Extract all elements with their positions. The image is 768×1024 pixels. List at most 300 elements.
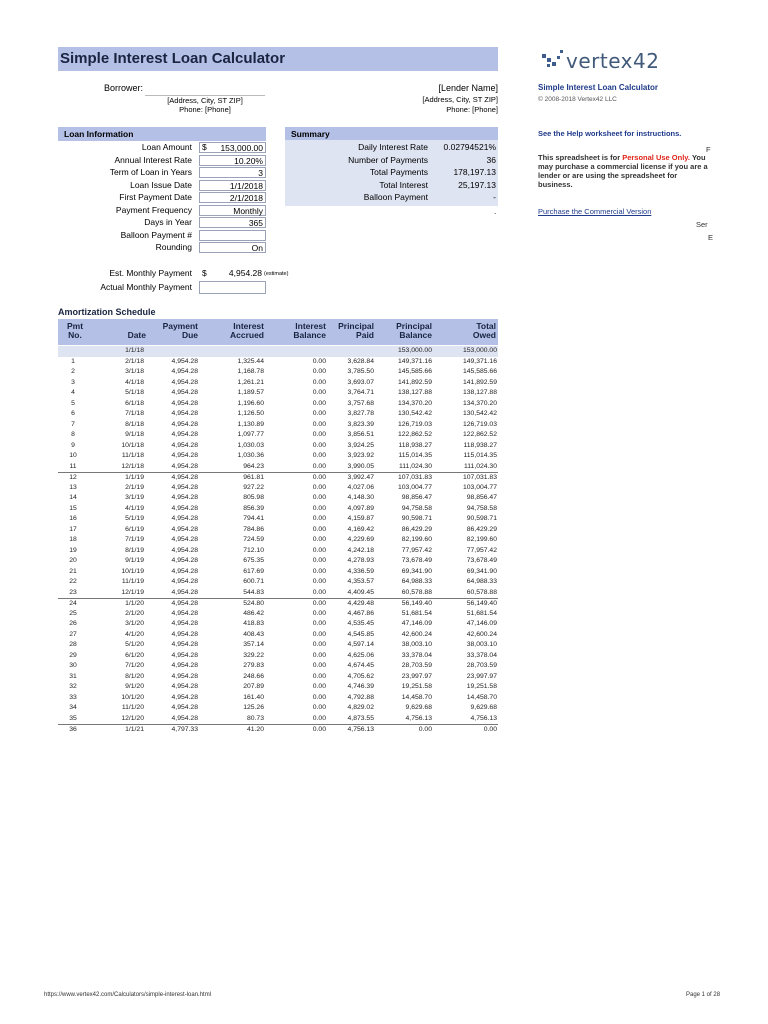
cell-total-owed: 14,458.70 <box>466 693 497 701</box>
loan-field-label: Payment Frequency <box>115 204 192 215</box>
cell-date: 12/1/20 <box>121 714 144 722</box>
cell-interest-accrued: 524.80 <box>243 600 264 607</box>
cell-pmt-no: 36 <box>69 726 77 733</box>
cell-interest-balance: 0.00 <box>312 578 326 585</box>
cell-interest-accrued: 248.66 <box>243 672 264 680</box>
license-note-red: Personal Use Only. <box>622 153 691 162</box>
first-payment-date-input[interactable]: 2/1/2018 <box>199 192 266 203</box>
col-header-line2: Balance <box>399 330 432 340</box>
cell-principal-paid: 4,829.02 <box>347 704 374 711</box>
loan-field-row <box>58 192 268 205</box>
table-row <box>58 724 498 735</box>
cell-date: 2/1/18 <box>125 357 144 365</box>
cell-pmt-no: 3 <box>71 378 75 386</box>
cell-pmt-no: 31 <box>69 672 77 680</box>
cell-total-owed: 28,703.59 <box>466 662 497 669</box>
balloon-payment-input[interactable] <box>199 230 266 241</box>
cell-pmt-no: 34 <box>69 704 77 711</box>
cell-principal-paid: 4,873.55 <box>347 714 374 722</box>
cell-pmt-no: 2 <box>71 368 75 375</box>
cell-pmt-no: 9 <box>71 441 75 449</box>
cell-total-owed: 86,429.29 <box>466 525 497 533</box>
summary-row <box>285 167 498 180</box>
table-row <box>58 535 498 546</box>
rounding-select[interactable]: On <box>199 242 266 253</box>
cell-date: 5/1/20 <box>125 641 144 648</box>
summary-value: 178,197.13 <box>453 167 496 177</box>
cell-principal-paid: 3,823.39 <box>347 420 374 428</box>
cell-principal-paid: 4,229.69 <box>347 536 374 543</box>
cell-total-owed: 23,997.97 <box>466 672 497 680</box>
loan-field-label: Annual Interest Rate <box>114 154 192 165</box>
cell-interest-accrued: 1,168.78 <box>237 368 264 375</box>
cell-principal-balance: 23,997.97 <box>401 672 432 680</box>
table-row <box>58 451 498 462</box>
cell-date: 2/1/20 <box>125 609 144 617</box>
interest-rate-input[interactable]: 10.20% <box>199 155 266 166</box>
cell-interest-balance: 0.00 <box>312 504 326 512</box>
col-header-line2: Owed <box>472 330 496 340</box>
cell-payment-due: 4,954.28 <box>171 431 198 438</box>
summary-value: 36 <box>486 154 496 165</box>
cell-interest-balance: 0.00 <box>312 704 326 711</box>
cell-interest-balance: 0.00 <box>312 420 326 428</box>
cell-total-owed: 38,003.10 <box>466 641 497 648</box>
cell-interest-balance: 0.00 <box>312 483 326 491</box>
cell-date: 4/1/19 <box>125 504 144 512</box>
cell-pmt-no: 22 <box>69 578 77 585</box>
cell-total-owed: 130,542.42 <box>462 410 497 417</box>
cell-principal-paid: 4,336.59 <box>347 567 374 575</box>
cell-pmt-no: 35 <box>69 714 77 722</box>
footer-url: https://www.vertex42.com/Calculators/simple-interest-loan.html <box>44 992 212 998</box>
col-header-line1: Interest <box>295 321 326 331</box>
cell-principal-balance: 0.00 <box>418 726 432 733</box>
cell-date: 7/1/18 <box>125 410 144 417</box>
cell-principal-paid: 4,409.45 <box>347 588 374 596</box>
cell-principal-balance: 77,957.42 <box>401 546 432 554</box>
col-header-line1: Total <box>476 321 496 331</box>
summary-header: Summary <box>285 127 498 141</box>
cell-principal-balance: 28,703.59 <box>401 662 432 669</box>
cell-principal-paid: 3,628.84 <box>347 357 374 365</box>
cell-payment-due: 4,954.28 <box>171 483 198 491</box>
issue-date-input[interactable]: 1/1/2018 <box>199 180 266 191</box>
cell-pmt-no: 21 <box>69 567 77 575</box>
cell-pmt-no: 25 <box>69 609 77 617</box>
table-row <box>58 378 498 389</box>
cell-total-owed: 111,024.30 <box>463 462 497 470</box>
cell-date: 4/1/18 <box>125 378 144 386</box>
cell-pmt-no: 24 <box>69 600 77 607</box>
cell-date: 1/1/19 <box>125 474 144 481</box>
table-row <box>58 357 498 368</box>
col-header-pmt-no <box>60 322 90 340</box>
summary-label: Balloon Payment <box>363 192 428 202</box>
cell-payment-due: 4,954.28 <box>171 557 198 564</box>
cell-principal-paid: 4,429.48 <box>347 600 374 607</box>
license-note-start: This spreadsheet is for <box>538 153 623 162</box>
payment-frequency-select[interactable]: Monthly <box>199 205 266 216</box>
cell-date: 12/1/18 <box>121 462 144 470</box>
cell-principal-balance: 118,938.27 <box>398 441 432 449</box>
cell-interest-balance: 0.00 <box>312 399 326 407</box>
cell-pmt-no: 16 <box>69 515 77 522</box>
cell-payment-due: 4,954.28 <box>171 494 198 501</box>
table-row <box>58 525 498 536</box>
cell-principal-balance: 19,251.58 <box>401 683 432 690</box>
summary-row <box>285 155 498 168</box>
cell-interest-accrued: 675.35 <box>243 557 264 564</box>
cell-interest-accrued: 207.89 <box>243 683 264 690</box>
lender-address: [Address, City, ST ZIP] <box>422 95 498 104</box>
cell-principal-paid: 4,535.45 <box>347 620 374 627</box>
cell-interest-balance: 0.00 <box>312 389 326 396</box>
cell-principal-balance: 115,014.35 <box>398 452 432 459</box>
cell-principal-paid: 4,597.14 <box>347 641 374 648</box>
cell-principal-balance: 86,429.29 <box>401 525 432 533</box>
cell-total-owed: 90,598.71 <box>466 515 497 522</box>
cell-interest-balance: 0.00 <box>312 609 326 617</box>
cell-principal-paid: 4,467.86 <box>347 609 374 617</box>
cell-interest-accrued: 41.20 <box>246 726 264 733</box>
cell-total-owed: 118,938.27 <box>463 441 497 449</box>
cell-date: 3/1/19 <box>125 494 144 501</box>
col-header-payment-due <box>152 322 198 340</box>
cell-principal-paid: 3,693.07 <box>347 378 374 386</box>
cell-principal-paid: 3,827.78 <box>347 410 374 417</box>
cell-date: 10/1/20 <box>121 693 144 701</box>
cell-interest-balance: 0.00 <box>312 641 326 648</box>
table-row <box>58 441 498 452</box>
cell-principal-balance: 90,598.71 <box>401 515 432 522</box>
cell-total-owed: 149,371.16 <box>462 357 497 365</box>
cell-total-owed: 9,629.68 <box>470 704 497 711</box>
loan-info-header: Loan Information <box>58 127 266 141</box>
cell-interest-balance: 0.00 <box>312 693 326 701</box>
cell-pmt-no: 17 <box>69 525 77 533</box>
cell-principal-balance: 130,542.42 <box>397 410 432 417</box>
cell-payment-due: 4,954.28 <box>171 525 198 533</box>
cell-pmt-no: 23 <box>69 588 77 596</box>
loan-field-row <box>58 205 268 218</box>
cell-principal-balance: 56,149.40 <box>401 600 432 607</box>
cell-total-owed: 138,127.88 <box>462 389 497 396</box>
cell-payment-due: 4,954.28 <box>171 672 198 680</box>
cell-total-owed: 107,031.83 <box>462 474 497 481</box>
initial-balance: 153,000.00 <box>397 347 432 354</box>
table-row <box>58 630 498 641</box>
table-row <box>58 693 498 704</box>
col-header-line1: Principal <box>338 321 374 331</box>
logo-text: vertex42 <box>566 49 660 73</box>
col-header-line1: Principal <box>396 321 432 331</box>
cell-interest-accrued: 1,097.77 <box>237 431 264 438</box>
col-header-line2: Date <box>127 330 146 340</box>
cell-principal-balance: 141,892.59 <box>397 378 432 386</box>
table-row <box>58 682 498 693</box>
cell-payment-due: 4,954.28 <box>171 378 198 386</box>
cell-principal-balance: 73,678.49 <box>401 557 432 564</box>
cell-total-owed: 60,578.88 <box>466 588 497 596</box>
table-row <box>58 504 498 515</box>
loan-field-row <box>58 155 268 168</box>
cell-interest-accrued: 712.10 <box>243 546 264 554</box>
cell-interest-balance: 0.00 <box>312 474 326 481</box>
loan-amount-input[interactable]: 153,000.00 <box>199 142 266 153</box>
cell-principal-paid: 4,746.39 <box>347 683 374 690</box>
est-payment-prefix: $ <box>202 268 207 278</box>
cell-interest-balance: 0.00 <box>312 662 326 669</box>
cell-principal-paid: 3,923.92 <box>347 452 374 459</box>
cell-payment-due: 4,954.28 <box>171 651 198 659</box>
loan-field-label: Days in Year <box>144 217 192 227</box>
cell-date: 2/1/19 <box>125 483 144 491</box>
cell-interest-balance: 0.00 <box>312 462 326 470</box>
logo-mark-icon <box>541 48 565 70</box>
cell-interest-accrued: 408.43 <box>243 630 264 638</box>
cell-date: 3/1/18 <box>125 368 144 375</box>
cell-interest-balance: 0.00 <box>312 525 326 533</box>
cell-date: 8/1/18 <box>125 420 144 428</box>
loan-info-fields <box>58 142 268 255</box>
term-years-input[interactable]: 3 <box>199 167 266 178</box>
cell-total-owed: 47,146.09 <box>466 620 497 627</box>
initial-balance-row <box>58 346 498 357</box>
cell-date: 11/1/18 <box>121 452 144 459</box>
cell-interest-balance: 0.00 <box>312 620 326 627</box>
cell-total-owed: 4,756.13 <box>470 714 497 722</box>
cell-interest-balance: 0.00 <box>312 494 326 501</box>
cell-total-owed: 42,600.24 <box>466 630 497 638</box>
actual-payment-input[interactable] <box>199 281 266 294</box>
cell-principal-paid: 4,756.13 <box>347 726 374 733</box>
summary-dot: . <box>494 207 497 216</box>
table-row <box>58 609 498 620</box>
cell-pmt-no: 13 <box>69 483 77 491</box>
cell-payment-due: 4,954.28 <box>171 441 198 449</box>
cell-date: 6/1/18 <box>125 399 144 407</box>
cell-principal-balance: 9,629.68 <box>405 704 432 711</box>
cell-interest-balance: 0.00 <box>312 726 326 733</box>
cell-interest-balance: 0.00 <box>312 557 326 564</box>
cell-payment-due: 4,954.28 <box>171 704 198 711</box>
cell-principal-paid: 4,792.88 <box>347 693 374 701</box>
table-row <box>58 493 498 504</box>
actual-payment-label: Actual Monthly Payment <box>100 282 192 292</box>
initial-owed: 153,000.00 <box>462 347 497 354</box>
cell-interest-accrued: 784.86 <box>243 525 264 533</box>
cell-principal-paid: 4,027.06 <box>347 483 374 491</box>
cell-interest-accrued: 1,325.44 <box>237 357 264 365</box>
cell-pmt-no: 11 <box>69 462 77 470</box>
cell-principal-balance: 126,719.03 <box>397 420 432 428</box>
cell-pmt-no: 1 <box>71 357 75 365</box>
cell-interest-balance: 0.00 <box>312 588 326 596</box>
cell-payment-due: 4,954.28 <box>171 536 198 543</box>
cell-pmt-no: 29 <box>69 651 77 659</box>
cell-date: 10/1/19 <box>121 567 144 575</box>
cell-payment-due: 4,954.28 <box>171 641 198 648</box>
cell-date: 10/1/18 <box>121 441 144 449</box>
cell-total-owed: 122,862.52 <box>462 431 497 438</box>
cell-principal-paid: 3,990.05 <box>347 462 374 470</box>
cell-interest-accrued: 1,189.57 <box>237 389 264 396</box>
cell-payment-due: 4,954.28 <box>171 578 198 585</box>
cell-principal-balance: 111,024.30 <box>398 462 432 470</box>
col-header-line2: Accrued <box>229 330 264 340</box>
summary-label: Number of Payments <box>348 154 428 165</box>
cell-interest-accrued: 856.39 <box>243 504 264 512</box>
cell-principal-paid: 3,992.47 <box>347 474 374 481</box>
cell-payment-due: 4,954.28 <box>171 620 198 627</box>
purchase-commercial-link[interactable]: Purchase the Commercial Version <box>538 207 652 216</box>
cell-principal-balance: 145,585.66 <box>397 368 432 375</box>
cell-date: 9/1/20 <box>125 683 144 690</box>
cell-payment-due: 4,954.28 <box>171 420 198 428</box>
cell-payment-due: 4,954.28 <box>171 357 198 365</box>
table-row <box>58 420 498 431</box>
cell-date: 9/1/19 <box>125 557 144 564</box>
cell-interest-accrued: 1,126.50 <box>237 410 264 417</box>
cell-interest-accrued: 600.71 <box>243 578 264 585</box>
col-header-interest-accrued <box>214 322 264 340</box>
col-header-line2: Due <box>181 330 198 340</box>
cell-interest-accrued: 964.23 <box>243 462 264 470</box>
col-header-line1: Interest <box>233 321 264 331</box>
cell-interest-accrued: 927.22 <box>243 483 264 491</box>
table-row <box>58 567 498 578</box>
table-row <box>58 409 498 420</box>
loan-field-row <box>58 180 268 193</box>
cell-principal-balance: 138,127.88 <box>397 389 432 396</box>
initial-date: 1/1/18 <box>125 347 144 354</box>
cell-interest-balance: 0.00 <box>312 357 326 365</box>
cell-interest-accrued: 805.98 <box>243 494 264 501</box>
cell-interest-accrued: 329.22 <box>243 651 264 659</box>
cell-principal-balance: 64,988.33 <box>401 578 432 585</box>
loan-field-prefix: $ <box>202 142 207 152</box>
cell-payment-due: 4,954.28 <box>171 474 198 481</box>
table-row <box>58 367 498 378</box>
cell-total-owed: 134,370.20 <box>462 399 497 407</box>
summary-value: 0.02794521% <box>443 142 496 152</box>
cell-principal-paid: 3,924.25 <box>347 441 374 449</box>
cell-total-owed: 0.00 <box>483 726 497 733</box>
summary-row <box>285 142 498 155</box>
cell-payment-due: 4,954.28 <box>171 462 198 470</box>
cell-pmt-no: 28 <box>69 641 77 648</box>
cell-date: 8/1/19 <box>125 546 144 554</box>
loan-field-label: Loan Amount <box>141 142 192 152</box>
cell-payment-due: 4,954.28 <box>171 515 198 522</box>
cell-pmt-no: 10 <box>69 452 77 459</box>
summary-value: - <box>493 192 496 202</box>
cell-principal-paid: 3,785.50 <box>347 368 374 375</box>
cell-total-owed: 77,957.42 <box>466 546 497 554</box>
cell-principal-balance: 82,199.60 <box>401 536 432 543</box>
schedule-title: Amortization Schedule <box>58 307 156 317</box>
cell-principal-balance: 33,378.04 <box>401 651 432 659</box>
cell-interest-accrued: 1,196.60 <box>237 399 264 407</box>
table-row <box>58 546 498 557</box>
cell-interest-balance: 0.00 <box>312 441 326 449</box>
cell-date: 5/1/18 <box>125 389 144 396</box>
cell-total-owed: 51,681.54 <box>466 609 497 617</box>
cell-principal-paid: 4,169.42 <box>347 525 374 533</box>
cell-interest-accrued: 1,030.03 <box>237 441 264 449</box>
cell-interest-balance: 0.00 <box>312 651 326 659</box>
cell-interest-balance: 0.00 <box>312 714 326 722</box>
cell-pmt-no: 6 <box>71 410 75 417</box>
loan-field-row <box>58 230 268 243</box>
cell-payment-due: 4,954.28 <box>171 546 198 554</box>
cell-total-owed: 33,378.04 <box>466 651 497 659</box>
col-header-line2: No. <box>68 330 82 340</box>
cell-principal-paid: 4,353.57 <box>347 578 374 585</box>
help-instructions: See the Help worksheet for instructions. <box>538 129 682 138</box>
cell-principal-paid: 4,148.30 <box>347 494 374 501</box>
table-row <box>58 462 498 473</box>
cell-principal-balance: 42,600.24 <box>401 630 432 638</box>
cell-interest-accrued: 961.81 <box>243 474 264 481</box>
col-header-principal-balance <box>378 322 432 340</box>
summary-label: Total Payments <box>369 167 428 177</box>
cell-payment-due: 4,954.28 <box>171 683 198 690</box>
cell-principal-paid: 3,856.51 <box>347 431 374 438</box>
loan-field-row <box>58 167 268 180</box>
cell-pmt-no: 26 <box>69 620 77 627</box>
est-payment-label: Est. Monthly Payment <box>109 268 192 278</box>
cell-pmt-no: 27 <box>69 630 77 638</box>
cell-pmt-no: 12 <box>69 474 77 481</box>
cell-payment-due: 4,954.28 <box>171 588 198 596</box>
cell-total-owed: 56,149.40 <box>466 600 497 607</box>
cell-interest-balance: 0.00 <box>312 546 326 554</box>
page-title: Simple Interest Loan Calculator <box>60 50 286 67</box>
col-header-line2: Balance <box>293 330 326 340</box>
cell-principal-paid: 3,757.68 <box>347 399 374 407</box>
est-payment-value: 4,954.28 <box>228 268 262 278</box>
cell-pmt-no: 19 <box>69 546 77 554</box>
cell-payment-due: 4,954.28 <box>171 609 198 617</box>
cell-date: 12/1/19 <box>121 588 144 596</box>
cell-total-owed: 145,585.66 <box>462 368 497 375</box>
cell-pmt-no: 33 <box>69 693 77 701</box>
schedule-body <box>58 346 498 735</box>
loan-field-label: First Payment Date <box>119 192 192 202</box>
cell-interest-accrued: 1,030.36 <box>237 452 264 459</box>
cell-pmt-no: 15 <box>69 504 77 512</box>
summary-rows <box>285 142 498 205</box>
cell-interest-accrued: 80.73 <box>246 714 264 722</box>
cell-interest-accrued: 357.14 <box>243 641 264 648</box>
cell-principal-paid: 4,545.85 <box>347 630 374 638</box>
cell-interest-balance: 0.00 <box>312 431 326 438</box>
table-row <box>58 661 498 672</box>
cell-total-owed: 98,856.47 <box>466 494 497 501</box>
table-row <box>58 399 498 410</box>
cell-principal-balance: 98,856.47 <box>401 494 432 501</box>
cell-date: 11/1/20 <box>121 704 144 711</box>
borrower-label: Borrower: <box>104 83 144 93</box>
cell-principal-balance: 149,371.16 <box>397 357 432 365</box>
days-in-year-input[interactable]: 365 <box>199 217 266 228</box>
cell-interest-accrued: 1,261.21 <box>237 378 264 386</box>
col-header-line2: Paid <box>356 330 374 340</box>
cell-payment-due: 4,954.28 <box>171 452 198 459</box>
cell-total-owed: 141,892.59 <box>462 378 497 386</box>
